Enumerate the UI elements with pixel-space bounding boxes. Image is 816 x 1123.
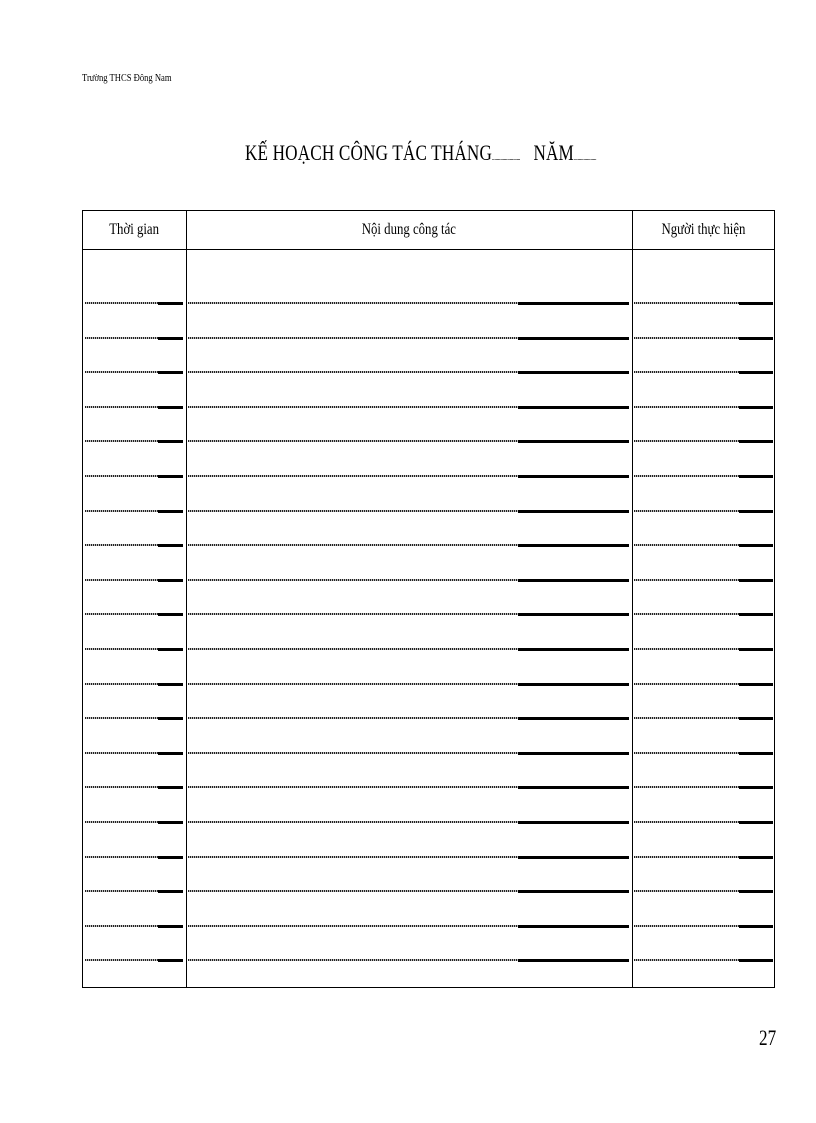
row-guide-dotted bbox=[85, 371, 158, 373]
row-guide-solid bbox=[518, 683, 629, 686]
row-guide-dotted bbox=[85, 786, 158, 788]
table-row bbox=[83, 302, 774, 305]
table-row bbox=[83, 371, 774, 374]
row-guide-solid bbox=[518, 648, 629, 651]
row-guide-solid bbox=[739, 337, 773, 340]
row-guide-dotted bbox=[85, 475, 158, 477]
row-guide-dotted bbox=[634, 890, 739, 892]
row-guide-solid bbox=[158, 821, 183, 824]
row-guide-solid bbox=[739, 648, 773, 651]
row-guide-solid bbox=[158, 890, 183, 893]
row-guide-dotted bbox=[188, 475, 518, 477]
row-guide-dotted bbox=[634, 475, 739, 477]
row-guide-solid bbox=[158, 302, 183, 305]
row-guide-dotted bbox=[188, 959, 518, 961]
row-guide-dotted bbox=[634, 856, 739, 858]
row-guide-solid bbox=[739, 959, 773, 962]
row-guide-dotted bbox=[85, 579, 158, 581]
month-blank: ........................ bbox=[492, 153, 521, 162]
row-guide-dotted bbox=[188, 579, 518, 581]
row-guide-solid bbox=[518, 717, 629, 720]
row-guide-solid bbox=[739, 856, 773, 859]
row-guide-solid bbox=[158, 786, 183, 789]
table-row bbox=[83, 406, 774, 409]
row-guide-solid bbox=[158, 371, 183, 374]
row-guide-dotted bbox=[634, 959, 739, 961]
row-guide-dotted bbox=[85, 683, 158, 685]
table-row bbox=[83, 475, 774, 478]
row-guide-dotted bbox=[188, 302, 518, 304]
row-guide-dotted bbox=[85, 856, 158, 858]
school-name: Trường THCS Đông Nam bbox=[82, 72, 172, 84]
row-guide-solid bbox=[158, 579, 183, 582]
row-guide-solid bbox=[739, 752, 773, 755]
row-guide-dotted bbox=[634, 648, 739, 650]
row-guide-solid bbox=[518, 959, 629, 962]
row-guide-solid bbox=[518, 510, 629, 513]
row-guide-solid bbox=[739, 544, 773, 547]
table-row bbox=[83, 786, 774, 789]
table-row bbox=[83, 613, 774, 616]
row-guide-dotted bbox=[85, 440, 158, 442]
row-guide-solid bbox=[739, 786, 773, 789]
column-divider bbox=[186, 211, 187, 987]
row-guide-solid bbox=[518, 544, 629, 547]
row-guide-solid bbox=[518, 786, 629, 789]
row-guide-solid bbox=[739, 683, 773, 686]
row-guide-solid bbox=[739, 717, 773, 720]
row-guide-dotted bbox=[188, 510, 518, 512]
table-row bbox=[83, 579, 774, 582]
year-label: NĂM bbox=[533, 140, 574, 165]
row-guide-dotted bbox=[85, 821, 158, 823]
row-guide-dotted bbox=[634, 406, 739, 408]
row-guide-solid bbox=[158, 683, 183, 686]
row-guide-dotted bbox=[634, 544, 739, 546]
page-title bbox=[245, 140, 596, 166]
row-guide-dotted bbox=[634, 821, 739, 823]
table-row bbox=[83, 717, 774, 720]
row-guide-solid bbox=[518, 302, 629, 305]
table-row bbox=[83, 510, 774, 513]
row-guide-solid bbox=[518, 925, 629, 928]
row-guide-dotted bbox=[188, 717, 518, 719]
row-guide-solid bbox=[158, 752, 183, 755]
title-main: KẾ HOẠCH CÔNG TÁC THÁNG bbox=[245, 140, 493, 165]
row-guide-dotted bbox=[188, 890, 518, 892]
row-guide-dotted bbox=[634, 371, 739, 373]
row-guide-dotted bbox=[188, 440, 518, 442]
row-guide-dotted bbox=[634, 440, 739, 442]
column-header-person: Người thực hiện bbox=[661, 221, 745, 238]
row-guide-dotted bbox=[634, 337, 739, 339]
row-guide-dotted bbox=[85, 544, 158, 546]
row-guide-solid bbox=[739, 475, 773, 478]
row-guide-solid bbox=[158, 925, 183, 928]
row-guide-dotted bbox=[85, 648, 158, 650]
column-header-time: Thời gian bbox=[109, 221, 160, 238]
row-guide-dotted bbox=[188, 821, 518, 823]
row-guide-solid bbox=[518, 579, 629, 582]
column-divider bbox=[632, 211, 633, 987]
row-guide-dotted bbox=[634, 510, 739, 512]
row-guide-solid bbox=[739, 371, 773, 374]
row-guide-solid bbox=[158, 544, 183, 547]
row-guide-solid bbox=[739, 890, 773, 893]
row-guide-dotted bbox=[634, 752, 739, 754]
row-guide-dotted bbox=[85, 925, 158, 927]
year-blank: ................... bbox=[573, 153, 597, 162]
row-guide-dotted bbox=[634, 925, 739, 927]
row-guide-dotted bbox=[188, 337, 518, 339]
table-row bbox=[83, 821, 774, 824]
row-guide-dotted bbox=[634, 302, 739, 304]
table-row bbox=[83, 890, 774, 893]
row-guide-dotted bbox=[188, 613, 518, 615]
row-guide-solid bbox=[518, 890, 629, 893]
table-row bbox=[83, 648, 774, 651]
row-guide-dotted bbox=[85, 302, 158, 304]
row-guide-dotted bbox=[188, 752, 518, 754]
table-row bbox=[83, 959, 774, 962]
row-guide-dotted bbox=[85, 890, 158, 892]
row-guide-solid bbox=[739, 579, 773, 582]
row-guide-dotted bbox=[85, 717, 158, 719]
row-guide-solid bbox=[739, 925, 773, 928]
row-guide-solid bbox=[518, 752, 629, 755]
row-guide-dotted bbox=[188, 371, 518, 373]
row-guide-solid bbox=[158, 406, 183, 409]
plan-table bbox=[82, 210, 775, 988]
row-guide-solid bbox=[158, 440, 183, 443]
row-guide-solid bbox=[518, 337, 629, 340]
row-guide-solid bbox=[518, 821, 629, 824]
row-guide-solid bbox=[739, 613, 773, 616]
table-row bbox=[83, 440, 774, 443]
column-header-content: Nội dung công tác bbox=[361, 221, 457, 238]
row-guide-dotted bbox=[85, 337, 158, 339]
row-guide-solid bbox=[158, 337, 183, 340]
row-guide-dotted bbox=[188, 925, 518, 927]
row-guide-dotted bbox=[634, 717, 739, 719]
row-guide-solid bbox=[739, 510, 773, 513]
row-guide-solid bbox=[518, 475, 629, 478]
row-guide-dotted bbox=[188, 683, 518, 685]
row-guide-dotted bbox=[85, 510, 158, 512]
row-guide-solid bbox=[518, 613, 629, 616]
header-divider bbox=[83, 249, 774, 250]
row-guide-dotted bbox=[188, 544, 518, 546]
table-row bbox=[83, 337, 774, 340]
row-guide-dotted bbox=[188, 856, 518, 858]
row-guide-solid bbox=[158, 648, 183, 651]
row-guide-solid bbox=[158, 613, 183, 616]
row-guide-dotted bbox=[85, 752, 158, 754]
table-row bbox=[83, 856, 774, 859]
row-guide-solid bbox=[739, 440, 773, 443]
table-row bbox=[83, 683, 774, 686]
row-guide-solid bbox=[158, 959, 183, 962]
row-guide-dotted bbox=[188, 406, 518, 408]
row-guide-solid bbox=[518, 406, 629, 409]
row-guide-dotted bbox=[85, 959, 158, 961]
row-guide-solid bbox=[518, 856, 629, 859]
table-row bbox=[83, 925, 774, 928]
row-guide-dotted bbox=[634, 683, 739, 685]
row-guide-solid bbox=[158, 717, 183, 720]
row-guide-solid bbox=[739, 821, 773, 824]
table-row bbox=[83, 544, 774, 547]
row-guide-solid bbox=[158, 510, 183, 513]
row-guide-solid bbox=[739, 302, 773, 305]
row-guide-dotted bbox=[188, 648, 518, 650]
row-guide-dotted bbox=[188, 786, 518, 788]
page-number: 27 bbox=[759, 1025, 777, 1050]
row-guide-solid bbox=[158, 475, 183, 478]
row-guide-solid bbox=[158, 856, 183, 859]
row-guide-dotted bbox=[634, 613, 739, 615]
row-guide-solid bbox=[739, 406, 773, 409]
table-row bbox=[83, 752, 774, 755]
row-guide-dotted bbox=[634, 579, 739, 581]
row-guide-dotted bbox=[85, 406, 158, 408]
row-guide-dotted bbox=[85, 613, 158, 615]
row-guide-solid bbox=[518, 371, 629, 374]
row-guide-dotted bbox=[634, 786, 739, 788]
row-guide-solid bbox=[518, 440, 629, 443]
